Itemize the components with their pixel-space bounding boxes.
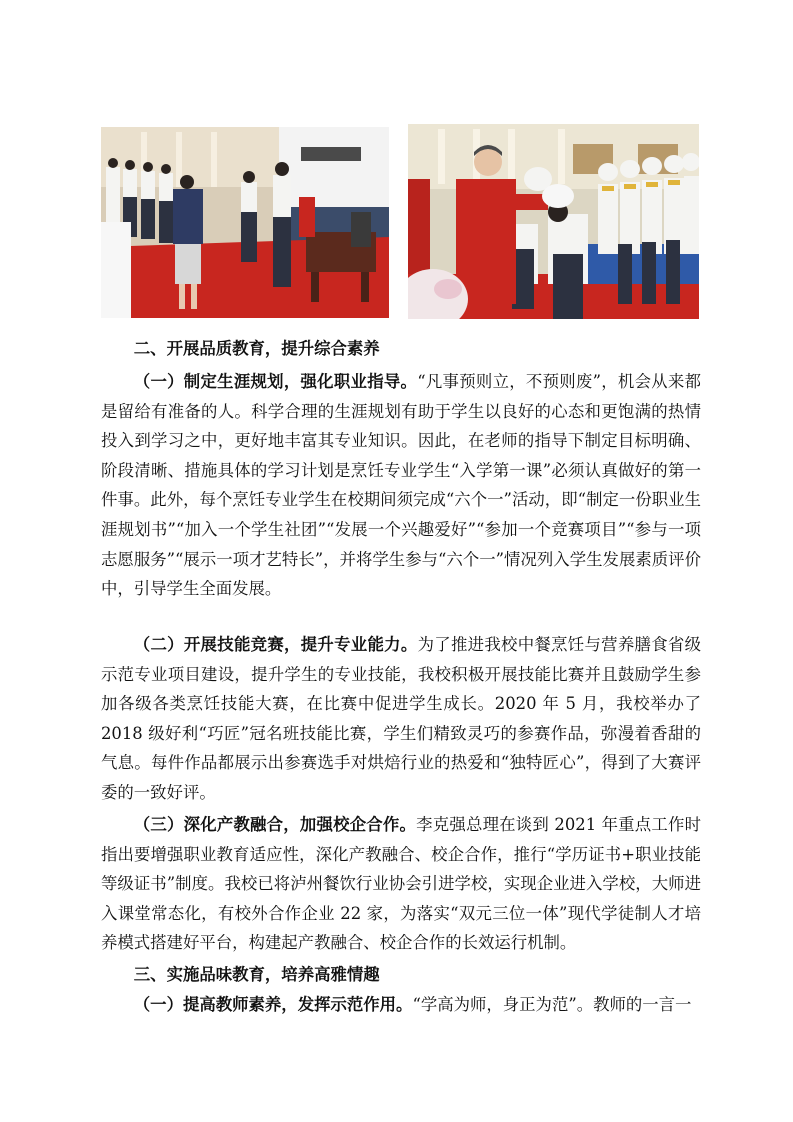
paragraph-teacher-quality (101, 990, 701, 1020)
paragraph-lead: （二）开展技能竞赛，提升专业能力。 (133, 635, 418, 654)
chef-hat-ceremony-photo-right (408, 124, 699, 319)
paragraph-body: “凡事预则立，不预则废”，机会从来都是留给有准备的人。科学合理的生涯规划有助于学生以良好的心态和更饱满的热情投入到学习之中，更好地丰富其专业知识。因此，在老师的指导下制定目标明确、阶段清晰、措施具体的学习计划是烹饪专业学生“入学第一课”必须认真做好的第一件事。此外，每个烹饪专业学生在校期间须完成“六个一”活动，即“制定一份职业生涯规划书”“加入一个学生社团”“发展一个兴趣爱好”“参加一个竞赛项目”“参与一项志愿服务”“展示一项才艺特长”，并将学生参与“六个一”情况列入学生发展素质评价中，引导学生全面发展。 (101, 372, 702, 599)
paragraph-lead: （三）深化产教融合，加强校企合作。 (133, 815, 417, 834)
paragraph-body: 为了推进我校中餐烹饪与营养膳食省级示范专业项目建设，提升学生的专业技能，我校积极开展技能比赛并且鼓励学生参加各级各类烹饪技能大赛，在比赛中促进学生成长。2020 年 5 月，我校举办了 2018 级好利“巧匠”冠名班技能比赛，学生们精致灵巧的参赛作品，弥漫着香甜的气息。每件作品都展示出参赛选手对烘焙行业的热爱和“独特匠心”，得到了大赛评委的一致好评。 (101, 635, 702, 802)
paragraph-skill-competition (101, 630, 701, 808)
paragraph-career-planning (101, 367, 701, 604)
paragraph-industry-cooperation (101, 810, 701, 958)
paragraph-body: “学高为师，身正为范”。教师的一言一 (412, 995, 692, 1014)
section-heading: 二、开展品质教育，提升综合素养 (133, 339, 380, 358)
ceremony-photo-left (101, 127, 389, 318)
paragraph-lead: （一）制定生涯规划，强化职业指导。 (133, 372, 418, 391)
paragraph-lead: （一）提高教师素养，发挥示范作用。 (133, 995, 413, 1014)
section-heading: 三、实施品味教育，培养高雅情趣 (133, 965, 380, 984)
paragraph-body: 李克强总理在谈到 2021 年重点工作时指出要增强职业教育适应性，深化产教融合、校企合作，推行“学历证书+职业技能等级证书”制度。我校已将泸州餐饮行业协会引进学校，实现企业进入学校，大师进入课堂常态化，有校外合作企业 22 家，为落实“双元三位一体”现代学徒制人才培养模式搭建好平台，构建起产教融合、校企合作的长效运行机制。 (101, 815, 702, 953)
